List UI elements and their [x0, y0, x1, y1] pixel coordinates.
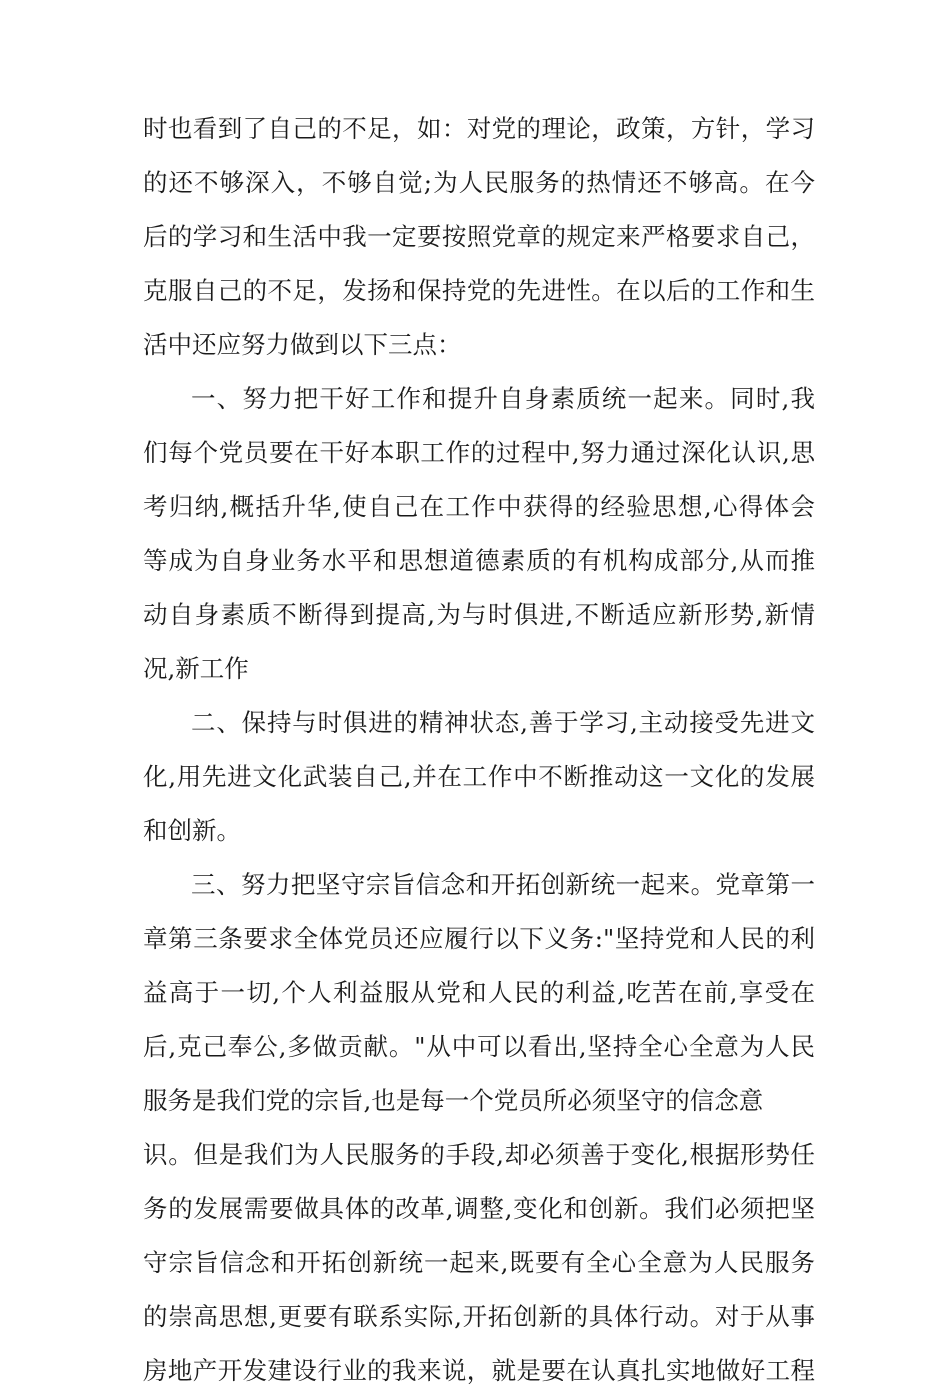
- text-line: 益高于一切,个人利益服从党和人民的利益,吃苦在前,享受在: [143, 978, 815, 1007]
- text-line: 化,用先进文化武装自己,并在工作中不断推动这一文化的发展: [143, 762, 815, 791]
- text-line: 的崇高思想,更要有联系实际,开拓创新的具体行动。对于从事: [143, 1302, 815, 1331]
- text-line: 房地产开发建设行业的我来说，就是要在认真扎实地做好工程: [143, 1356, 815, 1385]
- text-line: 和创新。: [143, 816, 241, 845]
- text-line: 后,克己奉公,多做贡献。"从中可以看出,坚持全心全意为人民: [143, 1032, 815, 1061]
- text-line: 服务是我们党的宗旨,也是每一个党员所必须坚守的信念意: [143, 1086, 764, 1115]
- text-line: 等成为自身业务水平和思想道德素质的有机构成部分,从而推: [143, 546, 815, 575]
- text-line: 务的发展需要做具体的改革,调整,变化和创新。我们必须把坚: [143, 1194, 815, 1223]
- text-line: 识。但是我们为人民服务的手段,却必须善于变化,根据形势任: [143, 1140, 815, 1169]
- text-line: 考归纳,概括升华,使自己在工作中获得的经验思想,心得体会: [143, 492, 815, 521]
- document-body: [143, 102, 815, 1398]
- text-line: 们每个党员要在干好本职工作的过程中,努力通过深化认识,思: [143, 438, 815, 467]
- text-line: 二、保持与时俱进的精神状态,善于学习,主动接受先进文: [191, 708, 815, 737]
- text-line: 动自身素质不断得到提高,为与时俱进,不断适应新形势,新情: [143, 600, 815, 629]
- text-line: 后的学习和生活中我一定要按照党章的规定来严格要求自己，: [143, 222, 815, 251]
- text-line: 况,新工作: [143, 654, 249, 683]
- text-line: 三、努力把坚守宗旨信念和开拓创新统一起来。党章第一: [191, 870, 815, 899]
- text-line: 时也看到了自己的不足，如：对党的理论，政策，方针，学习: [143, 114, 815, 143]
- text-line: 一、努力把干好工作和提升自身素质统一起来。同时,我: [191, 384, 815, 413]
- text-line: 活中还应努力做到以下三点：: [143, 330, 462, 359]
- text-line: 克服自己的不足，发扬和保持党的先进性。在以后的工作和生: [143, 276, 815, 305]
- text-line: 的还不够深入，不够自觉;为人民服务的热情还不够高。在今: [143, 168, 815, 197]
- text-line: 守宗旨信念和开拓创新统一起来,既要有全心全意为人民服务: [143, 1248, 815, 1277]
- text-line: 章第三条要求全体党员还应履行以下义务:"坚持党和人民的利: [143, 924, 815, 953]
